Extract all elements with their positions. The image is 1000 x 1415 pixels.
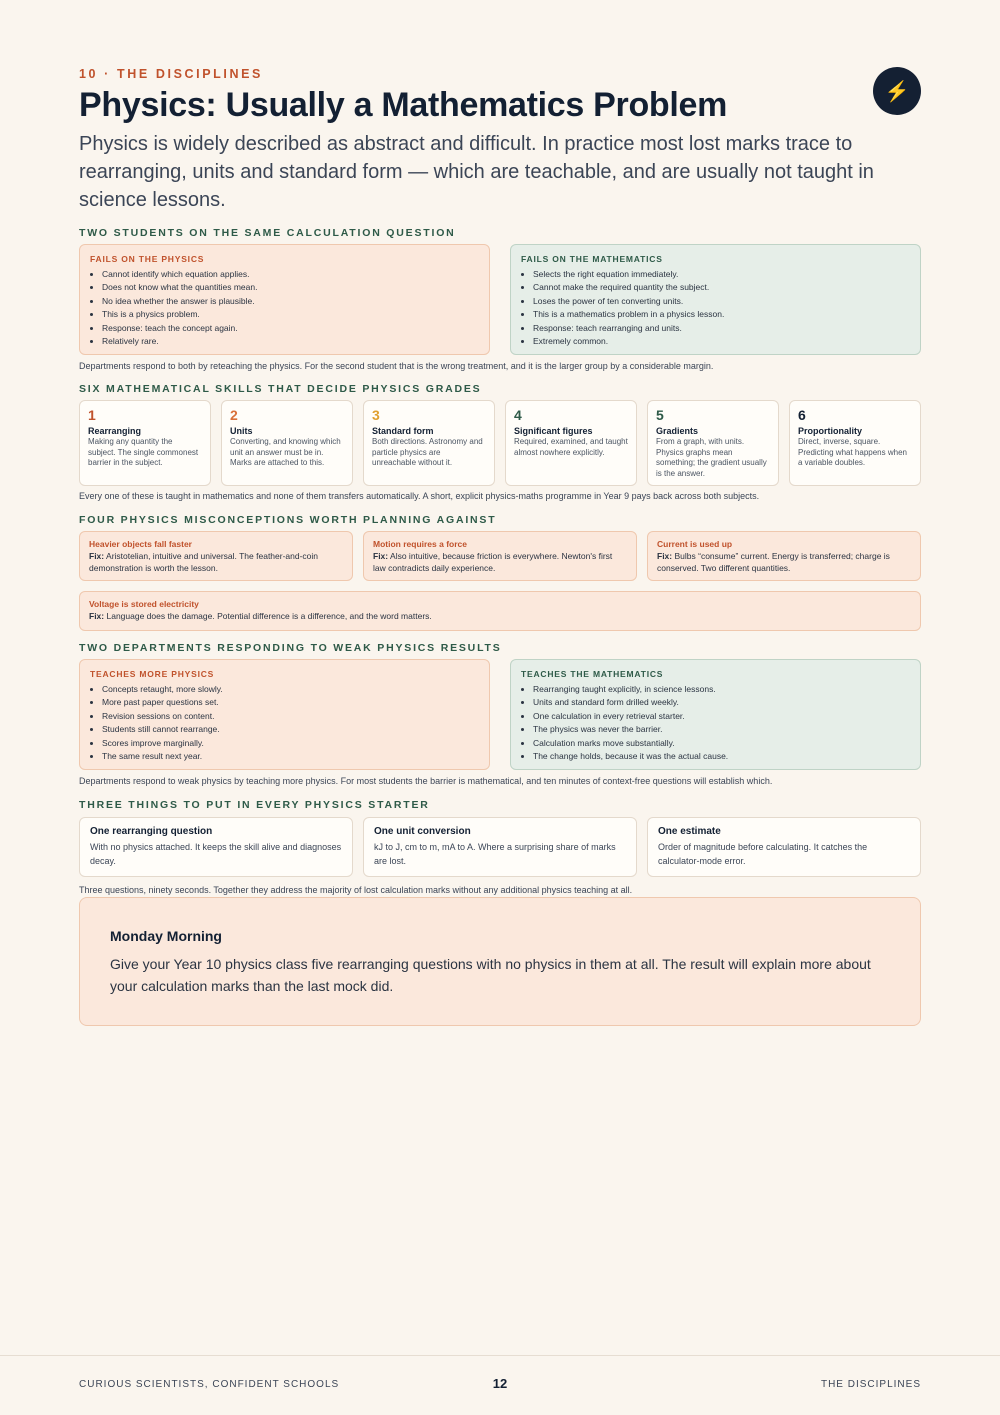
misconception-title: Motion requires a force (373, 539, 467, 549)
list-item: • Response: teach rearranging and units. (533, 322, 910, 335)
skill-number: 5 (656, 407, 664, 423)
fix-label: Fix: (89, 611, 105, 621)
starter-title: One unit conversion (374, 826, 471, 837)
list-item: • Cannot make the required quantity the subject. (533, 281, 910, 294)
skill-title: Standard form (372, 426, 434, 436)
misconception-fix: Also intuitive, because friction is everywhere. Newton's first law contradicts daily experience. (373, 551, 613, 573)
skill-title: Units (230, 426, 253, 436)
list-item: • The same result next year. (102, 750, 479, 763)
fix-label: Fix: (657, 551, 673, 561)
misconception-card (79, 591, 921, 631)
fails-physics-title: FAILS ON THE PHYSICS (90, 254, 205, 264)
skill-number: 6 (798, 407, 806, 423)
skill-title: Significant figures (514, 426, 593, 436)
callout-title: Monday Morning (110, 928, 222, 944)
list-item: • Students still cannot rearrange. (102, 723, 479, 736)
misconception-fix: Aristotelian, intuitive and universal. The feather-and-coin demonstration is worth the lesson. (89, 551, 319, 573)
misconception-title: Voltage is stored electricity (89, 599, 199, 609)
list-item: • Concepts retaught, more slowly. (102, 683, 479, 696)
teaches-maths-list (521, 683, 910, 763)
page-number: 12 (492, 1376, 508, 1391)
skill-card (79, 400, 211, 486)
fix-label: Fix: (373, 551, 389, 561)
skill-number: 3 (372, 407, 380, 423)
misconceptions-heading: FOUR PHYSICS MISCONCEPTIONS WORTH PLANNING AGAINST (79, 514, 497, 526)
footer-right: THE DISCIPLINES (820, 1379, 921, 1390)
skill-desc: Both directions. Astronomy and particle physics are unreachable without it. (372, 437, 483, 467)
section-kicker: 10 · THE DISCIPLINES (79, 67, 263, 81)
list-item: • Does not know what the quantities mean. (102, 281, 479, 294)
list-item: • The physics was never the barrier. (533, 723, 910, 736)
starter-card (363, 817, 637, 877)
misconception-fix: Language does the damage. Potential difference is a difference, and the word matters. (106, 611, 432, 621)
fails-maths-title: FAILS ON THE MATHEMATICS (521, 254, 663, 264)
skills-heading: SIX MATHEMATICAL SKILLS THAT DECIDE PHYSICS GRADES (79, 383, 482, 395)
misconception-fix: Bulbs “consume” current. Energy is transferred; charge is conserved. Two different quantities. (657, 551, 890, 573)
starter-card (647, 817, 921, 877)
misconception-title: Heavier objects fall faster (89, 539, 192, 549)
skill-desc: Converting, and knowing which unit an answer must be in. Marks are attached to this. (230, 437, 341, 467)
starter-card (79, 817, 353, 877)
misconception-card (79, 531, 353, 581)
footer-left: CURIOUS SCIENTISTS, CONFIDENT SCHOOLS (79, 1379, 340, 1390)
list-item: • Scores improve marginally. (102, 737, 479, 750)
teaches-physics-title: TEACHES MORE PHYSICS (90, 669, 215, 679)
skill-card (647, 400, 779, 486)
skill-card (221, 400, 353, 486)
fails-maths-list (521, 268, 910, 348)
misconception-card (363, 531, 637, 581)
teaches-physics-list (90, 683, 479, 763)
skills-note: Every one of these is taught in mathematics and none of them transfers automatically. A short, explicit physics-maths programme in Year 9 pays back across both subjects. (79, 491, 760, 501)
teaches-maths-panel (510, 659, 921, 770)
list-item: • Extremely common. (533, 335, 910, 348)
list-item: • Selects the right equation immediately. (533, 268, 910, 281)
teaches-physics-panel (79, 659, 490, 770)
list-item: • Units and standard form drilled weekly. (533, 696, 910, 709)
students-note: Departments respond to both by reteaching the physics. For the second student that is the wrong treatment, and it is the larger group by a considerable margin. (79, 361, 714, 371)
list-item: • More past paper questions set. (102, 696, 479, 709)
fails-physics-list (90, 268, 479, 348)
footer-divider (0, 1355, 1000, 1356)
skill-title: Gradients (656, 426, 699, 436)
list-item: • This is a mathematics problem in a physics lesson. (533, 308, 910, 321)
fails-maths-panel (510, 244, 921, 355)
list-item: • Response: teach the concept again. (102, 322, 479, 335)
starter-desc: With no physics attached. It keeps the skill alive and diagnoses decay. (90, 842, 342, 866)
list-item: • One calculation in every retrieval starter. (533, 710, 910, 723)
list-item: • No idea whether the answer is plausible. (102, 295, 479, 308)
skill-desc: Making any quantity the subject. The single commonest barrier in the subject. (88, 437, 199, 467)
skill-card (505, 400, 637, 486)
skill-title: Rearranging (88, 426, 142, 436)
starters-note: Three questions, ninety seconds. Together they address the majority of lost calculation marks without any additional physics teaching at all. (79, 885, 633, 895)
starter-title: One rearranging question (90, 826, 213, 837)
list-item: • Relatively rare. (102, 335, 479, 348)
skill-desc: Direct, inverse, square. Predicting what happens when a variable doubles. (798, 437, 907, 467)
misconception-title: Current is used up (657, 539, 733, 549)
skill-card (789, 400, 921, 486)
teaches-maths-title: TEACHES THE MATHEMATICS (521, 669, 664, 679)
list-item: • Cannot identify which equation applies. (102, 268, 479, 281)
list-item: • Revision sessions on content. (102, 710, 479, 723)
departments-note: Departments respond to weak physics by teaching more physics. For most students the barrier is mathematical, and ten minutes of context-free questions will establish which. (79, 776, 773, 786)
skill-desc: From a graph, with units. Physics graphs mean something; the gradient usually is the answer. (656, 437, 767, 478)
misconception-card (647, 531, 921, 581)
list-item: • This is a physics problem. (102, 308, 479, 321)
skill-title: Proportionality (798, 426, 863, 436)
fails-physics-panel (79, 244, 490, 355)
starter-title: One estimate (658, 826, 721, 837)
skill-card (363, 400, 495, 486)
fix-label: Fix: (89, 551, 105, 561)
skill-desc: Required, examined, and taught almost nowhere explicitly. (514, 437, 628, 457)
lede-paragraph: Physics is widely described as abstract and difficult. In practice most lost marks trace to rearranging, units and standard form — which are teachable, and are usually not taught in science lessons. (79, 133, 874, 211)
skill-number: 2 (230, 407, 238, 423)
callout-body: Give your Year 10 physics class five rearranging questions with no physics in them at all. The result will explain more about your calculation marks than the last mock did. (110, 956, 871, 994)
students-heading: TWO STUDENTS ON THE SAME CALCULATION QUESTION (79, 227, 456, 239)
lightning-icon: ⚡ (873, 67, 921, 115)
starter-desc: kJ to J, cm to m, mA to A. Where a surprising share of marks are lost. (374, 842, 616, 866)
starters-heading: THREE THINGS TO PUT IN EVERY PHYSICS STARTER (79, 799, 430, 811)
skill-number: 4 (514, 407, 522, 423)
skill-number: 1 (88, 407, 96, 423)
list-item: • The change holds, because it was the actual cause. (533, 750, 910, 763)
page-title: Physics: Usually a Mathematics Problem (79, 86, 728, 124)
monday-morning-callout (79, 897, 921, 1026)
list-item: • Loses the power of ten converting units. (533, 295, 910, 308)
list-item: • Calculation marks move substantially. (533, 737, 910, 750)
list-item: • Rearranging taught explicitly, in science lessons. (533, 683, 910, 696)
starter-desc: Order of magnitude before calculating. It catches the calculator-mode error. (658, 842, 868, 866)
departments-heading: TWO DEPARTMENTS RESPONDING TO WEAK PHYSICS RESULTS (79, 642, 502, 654)
